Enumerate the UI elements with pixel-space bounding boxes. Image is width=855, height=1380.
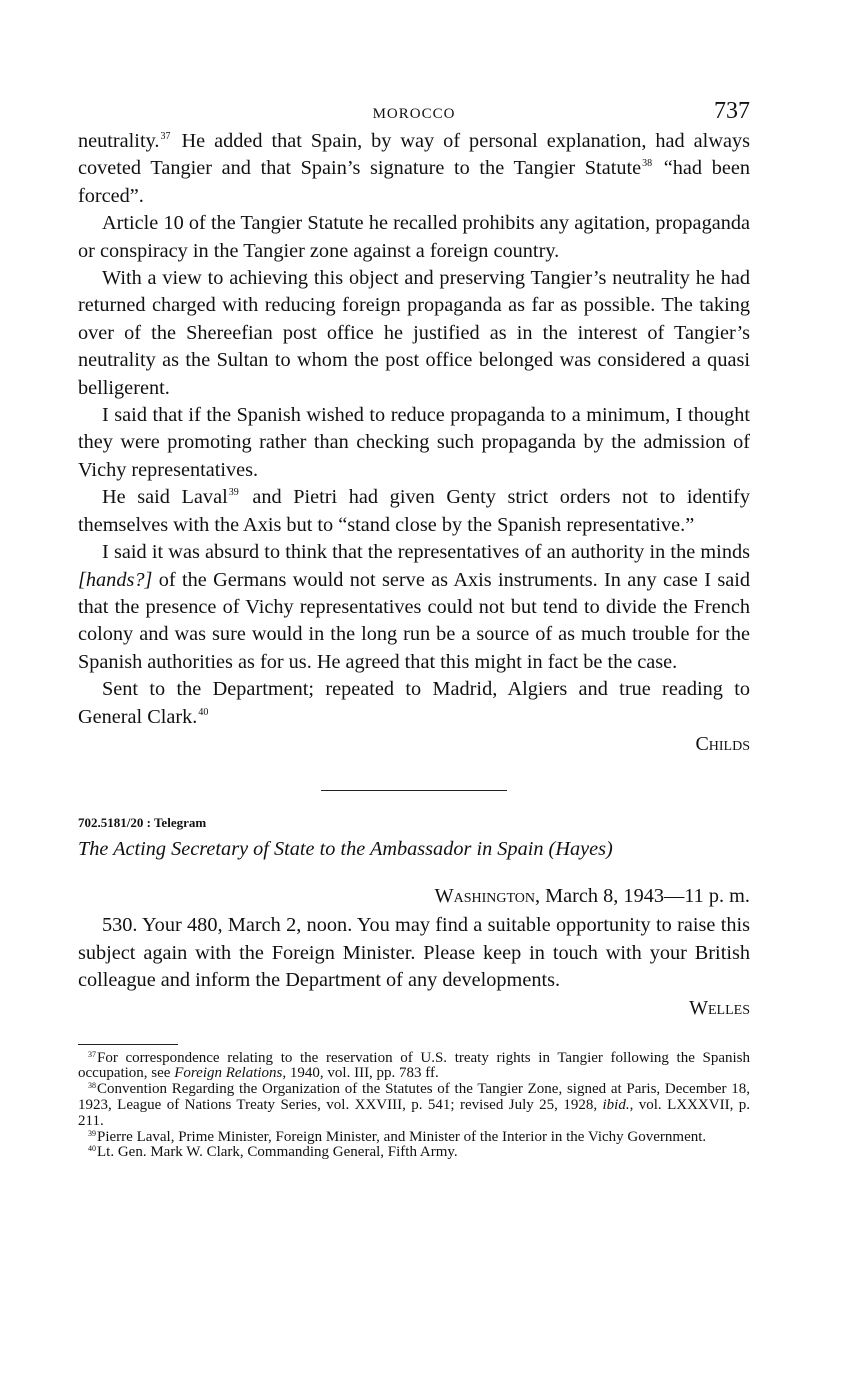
text-span: neutrality. [78, 130, 160, 152]
footnote-37 [78, 1051, 750, 1083]
citation-title: ibid. [602, 1096, 630, 1113]
text-span: Sent to the Department; repeated to Madrid, Algiers and true reading to General Clark. [78, 678, 750, 728]
page-number: 737 [714, 98, 750, 124]
footnote-divider [78, 1044, 178, 1045]
dateline [78, 883, 750, 910]
footnote-ref-39: 39 [228, 487, 239, 499]
footnote-ref-37: 37 [160, 131, 171, 142]
text-span: ) [606, 837, 613, 860]
paragraph-1 [78, 128, 750, 210]
text-span: “had been forced”. [78, 157, 750, 207]
document-title [78, 835, 750, 863]
telegram-text [78, 912, 750, 994]
paragraph-2: Article 10 of the Tangier Statute he recalled prohibits any agitation, propaganda or conspiracy in the Tangier zone against a foreign country. [78, 212, 750, 262]
running-title: MOROCCO [372, 106, 456, 122]
text-span: The Acting Secretary of State to the Ambassador in Spain ( [78, 837, 556, 860]
text-span: He added that Spain, by way of personal explanation, had always coveted Tangier and that Spain’s signature to the Tangier Statute [78, 130, 750, 180]
text-span: and Pietri had given Genty strict orders not to identify themselves with the Axis but to “stand close by the Spanish representative.” [78, 486, 750, 536]
continuation-text [78, 128, 750, 731]
text-span: I said it was absurd to think that the representatives of an authority in the minds [102, 541, 750, 564]
footnote-number: 40 [88, 1144, 96, 1154]
document-page [78, 98, 750, 1161]
footnote-number: 37 [88, 1049, 96, 1059]
editorial-bracket: [hands?] [78, 568, 153, 591]
running-head [78, 98, 750, 128]
paragraph-6 [78, 539, 750, 676]
footnote-39 [78, 1130, 750, 1146]
dateline-date: , March 8, 1943—11 p. m. [535, 884, 750, 907]
text-span: of the Germans would not serve as Axis instruments. In any case I said that the presence of Vichy representatives could not but tend to divide the French colony and was sure would in the long run be a source of as much trouble for the Spanish authorities as for us. He agreed that this might in fact be the case. [78, 568, 750, 673]
footnote-ref-40: 40 [198, 706, 209, 718]
text-span: Pierre Laval, Prime Minister, Foreign Minister, and Minister of the Interior in the Vichy Government. [97, 1128, 707, 1145]
paragraph-4: I said that if the Spanish wished to reduce propaganda to a minimum, I thought they were promoting rather than checking such propaganda by the admission of Vichy representatives. [78, 404, 750, 481]
file-reference: 702.5181/20 : Telegram [78, 814, 207, 830]
dateline-city: Washington [434, 884, 535, 907]
paragraph-7 [78, 676, 750, 731]
footnote-38 [78, 1082, 750, 1129]
footnote-number: 39 [88, 1128, 96, 1138]
text-span: Convention Regarding the Organization of the Statutes of the Tangier Zone, signed at Paris, December 18, 1923, League of Nations Treaty Series, vol. XXVIII, p. 541; revised July 25, 1928, [78, 1081, 750, 1113]
telegram-paragraph: 530. Your 480, March 2, noon. You may find a suitable opportunity to raise this subject again with the Foreign Minister. Please keep in touch with your British colleague and inform the Department of any developments. [78, 914, 750, 992]
text-span: For correspondence relating to the reservation of U.S. treaty rights in Tangier following the Spanish occupation, see [78, 1049, 750, 1082]
signature-welles: Welles [689, 996, 750, 1019]
text-span: Lt. Gen. Mark W. Clark, Commanding General, Fifth Army. [97, 1144, 458, 1161]
recipient-name: Hayes [555, 837, 606, 860]
text-span: , 1940, vol. III, pp. 783 ff. [282, 1065, 439, 1082]
section-divider [321, 790, 507, 791]
footnote-number: 38 [88, 1081, 96, 1091]
text-span: , vol. LXXXVII, p. 211. [78, 1096, 750, 1129]
paragraph-3: With a view to achieving this object and preserving Tangier’s neutrality he had returned charged with reducing foreign propaganda as far as possible. The taking over of the Shereefian post office he justified as in the interest of Tangier’s neutrality as the Sultan to whom the post office belonged was considered a quasi belligerent. [78, 267, 750, 399]
text-span: He said Laval [102, 486, 228, 509]
footnote-ref-38: 38 [642, 158, 653, 170]
footnote-40 [78, 1145, 750, 1161]
citation-title: Foreign Relations [174, 1065, 283, 1082]
footnotes [78, 1051, 750, 1162]
paragraph-5 [78, 484, 750, 539]
signature-childs: Childs [695, 732, 750, 755]
